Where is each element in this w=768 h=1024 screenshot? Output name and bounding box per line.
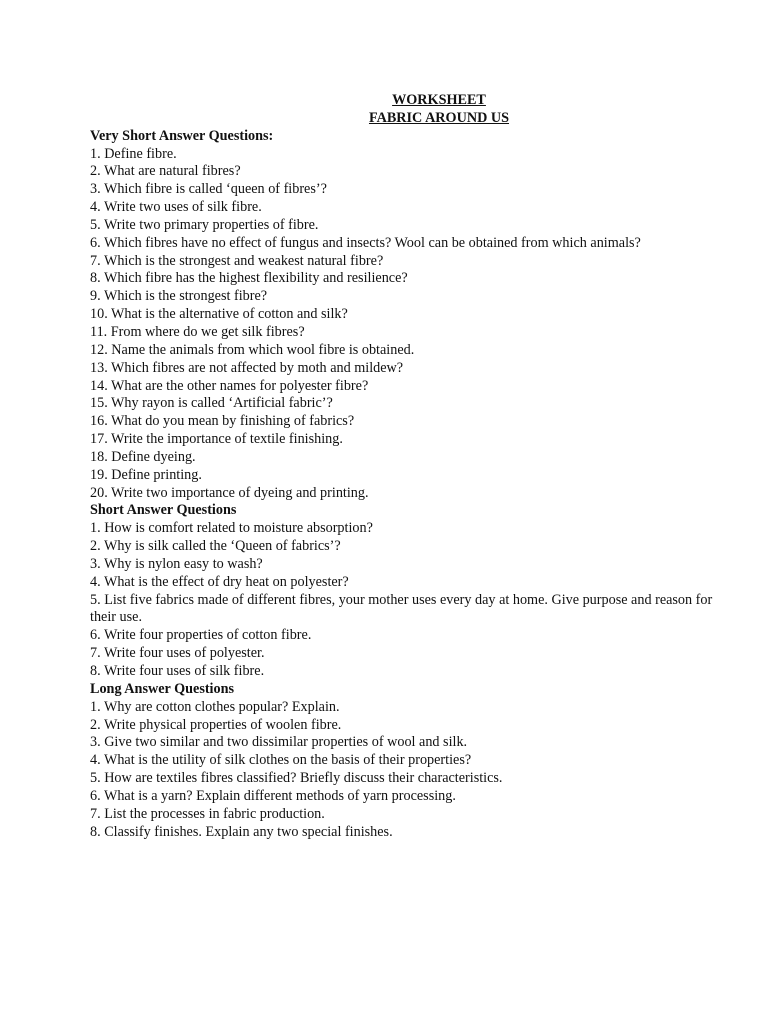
worksheet-title: WORKSHEET — [392, 92, 486, 108]
question-text: Write four uses of silk fibre. — [103, 663, 265, 679]
question-number: 20. — [90, 484, 108, 501]
question-item — [90, 199, 740, 217]
question-text: Classify finishes. Explain any two special finishes. — [104, 823, 393, 840]
question-number: 13. — [90, 359, 108, 376]
question-item — [90, 449, 740, 467]
question-text: Which fibres have no effect of fungus and insects? Wool can be obtained from which animals? — [103, 234, 641, 251]
question-text: Why are cotton clothes popular? Explain. — [103, 698, 340, 715]
question-item — [90, 395, 740, 413]
question-number: 6. — [90, 234, 101, 251]
question-text: What is the effect of dry heat on polyester? — [103, 573, 349, 590]
question-item — [90, 306, 740, 324]
question-text: Which is the strongest and weakest natural fibre? — [103, 252, 384, 269]
question-number: 8. — [90, 823, 101, 840]
question-text: List five fabrics made of different fibres, your mother uses every day at home. Give purpose and reason for their use. — [90, 591, 713, 626]
question-item — [90, 788, 740, 806]
question-text: What are natural fibres? — [103, 163, 241, 180]
question-text: Which is the strongest fibre? — [103, 288, 268, 305]
question-text: Name the animals from which wool fibre is obtained. — [111, 341, 415, 358]
short-answer-section — [90, 502, 740, 680]
question-text: What do you mean by finishing of fabrics? — [111, 413, 355, 430]
question-number: 18. — [90, 448, 108, 465]
question-number: 9. — [90, 288, 101, 305]
question-number: 6. — [90, 627, 101, 644]
question-sections — [90, 128, 740, 842]
question-item — [90, 324, 740, 342]
question-item — [90, 663, 740, 681]
question-number: 17. — [90, 431, 108, 448]
question-item — [90, 235, 740, 253]
question-item — [90, 699, 740, 717]
question-item — [90, 806, 740, 824]
question-number: 3. — [90, 555, 101, 572]
question-number: 1. — [90, 698, 101, 715]
question-item — [90, 413, 740, 431]
question-number: 8. — [90, 663, 101, 679]
question-item — [90, 824, 740, 842]
question-text: Why is silk called the ‘Queen of fabrics’? — [103, 538, 341, 555]
question-text: Write two primary properties of fibre. — [103, 216, 319, 233]
question-number: 5. — [90, 591, 101, 608]
worksheet-subtitle: FABRIC AROUND US — [368, 109, 510, 126]
question-item — [90, 574, 740, 592]
question-text: List the processes in fabric production. — [104, 805, 325, 822]
question-item — [90, 734, 740, 752]
question-number: 2. — [90, 716, 101, 733]
question-number: 4. — [90, 199, 101, 216]
question-item — [90, 270, 740, 288]
question-item — [90, 360, 740, 378]
question-number: 16. — [90, 413, 108, 430]
worksheet-page — [90, 92, 740, 841]
question-text: How is comfort related to moisture absorption? — [104, 520, 373, 537]
question-number: 2. — [90, 163, 101, 180]
question-number: 7. — [90, 645, 101, 662]
question-number: 8. — [90, 270, 101, 287]
question-text: Write two uses of silk fibre. — [103, 199, 262, 216]
question-number: 5. — [90, 216, 101, 233]
question-item — [90, 752, 740, 770]
question-text: Write four properties of cotton fibre. — [103, 627, 312, 644]
question-number: 5. — [90, 770, 101, 787]
very-short-answer-heading: Very Short Answer Questions: — [90, 127, 274, 144]
question-text: Which fibre is called ‘queen of fibres’? — [103, 181, 327, 198]
question-item — [90, 627, 740, 645]
question-text: Write two importance of dyeing and printing. — [111, 484, 369, 501]
very-short-answer-section — [90, 128, 740, 503]
long-answer-heading: Long Answer Questions — [90, 680, 235, 697]
question-text: What is the utility of silk clothes on the basis of their properties? — [103, 752, 472, 769]
question-text: How are textiles fibres classified? Briefly discuss their characteristics. — [104, 770, 503, 787]
question-item — [90, 592, 740, 628]
question-text: Which fibres are not affected by moth and mildew? — [111, 359, 404, 376]
question-item — [90, 556, 740, 574]
question-number: 4. — [90, 752, 101, 769]
question-number: 7. — [90, 805, 101, 822]
question-item — [90, 485, 740, 503]
short-answer-heading: Short Answer Questions — [90, 502, 237, 519]
long-answer-section — [90, 681, 740, 842]
question-text: Define dyeing. — [111, 448, 196, 465]
question-item — [90, 378, 740, 396]
question-number: 4. — [90, 573, 101, 590]
question-item — [90, 538, 740, 556]
question-number: 3. — [90, 181, 101, 198]
question-text: Write the importance of textile finishing. — [111, 431, 343, 448]
question-text: Why rayon is called ‘Artificial fabric’? — [111, 395, 333, 412]
question-item — [90, 467, 740, 485]
question-text: What are the other names for polyester fibre? — [111, 377, 369, 394]
question-text: Write four uses of polyester. — [103, 645, 265, 662]
question-item — [90, 163, 740, 181]
question-item — [90, 288, 740, 306]
question-number: 15. — [90, 395, 108, 412]
question-number: 12. — [90, 341, 108, 358]
question-text: Define printing. — [111, 466, 202, 483]
question-item — [90, 253, 740, 271]
question-text: From where do we get silk fibres? — [110, 323, 305, 340]
question-item — [90, 431, 740, 449]
question-number: 10. — [90, 306, 108, 323]
question-number: 14. — [90, 377, 108, 394]
question-text: What is a yarn? Explain different methods of yarn processing. — [103, 787, 456, 804]
question-item — [90, 342, 740, 360]
question-item — [90, 645, 740, 663]
question-item — [90, 146, 740, 164]
question-number: 3. — [90, 734, 101, 751]
question-text: Which fibre has the highest flexibility and resilience? — [103, 270, 408, 287]
question-number: 19. — [90, 466, 108, 483]
question-item — [90, 717, 740, 735]
question-item — [90, 181, 740, 199]
question-number: 2. — [90, 538, 101, 555]
question-number: 7. — [90, 252, 101, 269]
question-text: Give two similar and two dissimilar properties of wool and silk. — [104, 734, 468, 751]
question-number: 11. — [90, 323, 108, 340]
question-item — [90, 770, 740, 788]
question-item — [90, 217, 740, 235]
question-number: 1. — [90, 145, 101, 162]
question-text: Write physical properties of woolen fibre. — [103, 716, 342, 733]
question-item — [90, 520, 740, 538]
question-text: Define fibre. — [104, 145, 177, 162]
question-text: What is the alternative of cotton and silk? — [111, 306, 348, 323]
question-number: 6. — [90, 787, 101, 804]
question-text: Why is nylon easy to wash? — [103, 555, 263, 572]
question-number: 1. — [90, 520, 101, 537]
